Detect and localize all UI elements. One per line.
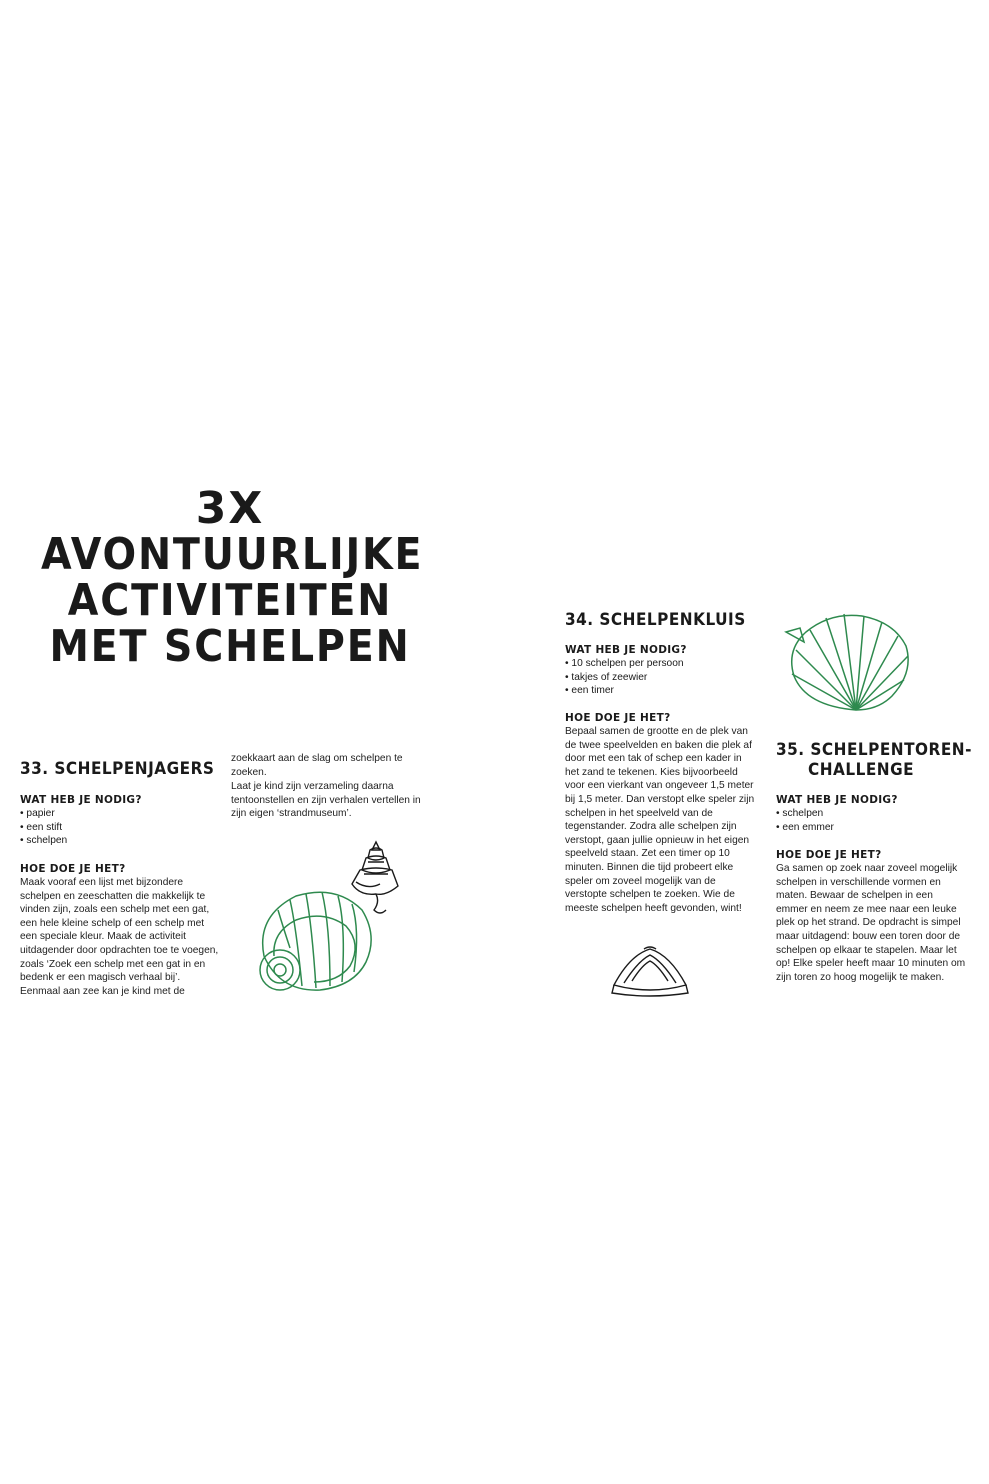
section-33-needs-label: WAT HEB JE NODIG?: [20, 794, 142, 806]
section-33-title: 33. SCHELPENJAGERS: [20, 759, 215, 779]
section-35-body: Ga samen op zoek naar zoveel mogelijk schelpen in verschillende vormen en maten. Bewaar de schelpen in een emmer en neem ze mee naar een leuke plek op het strand. De opdracht is simpel maar uitdagend: bouw een toren door de schelpen op elkaar te stapelen. Maar let op! Elke speler heeft maar 10 minuten om zijn toren zo hoog mogelijk te maken.: [776, 863, 966, 983]
section-35-needs-label: WAT HEB JE NODIG?: [776, 794, 898, 806]
section-33-how-label: HOE DOE JE HET?: [20, 863, 126, 875]
list-item: • een emmer: [776, 821, 966, 835]
hero-line-4: MET SCHELPEN: [49, 621, 411, 672]
hero-title: [20, 483, 440, 672]
section-34-needs-list: [565, 657, 765, 698]
list-item: • een timer: [565, 684, 765, 698]
section-35-needs-list: [776, 807, 966, 834]
list-item: • takjes of zeewier: [565, 671, 765, 685]
clam-shell-icon: [610, 945, 690, 997]
section-33-body-1: Maak vooraf een lijst met bijzondere schelpen en zeeschatten die makkelijk te vinden zijn, zoals een schelp met een gat, een hele kleine schelp of een schelp met een speciale kleur. Maak de activiteit uitdagender door opdrachten toe te voegen, zoals ‘Zoek een schelp met een gat in en bedenk er een magisch verhaal bij’. Eenmaal aan zee kan je kind met de: [20, 877, 219, 997]
section-34-how-label: HOE DOE JE HET?: [565, 712, 671, 724]
section-33-body-3: Laat je kind zijn verzameling daarna tentoonstellen en zijn verhalen vertellen in zijn eigen ‘strandmuseum’.: [231, 781, 421, 820]
list-item: • schelpen: [776, 807, 966, 821]
section-34-body: Bepaal samen de grootte en de plek van de twee speelvelden en baken die plek af door met een tak of schep een kader in het zand te tekenen. Kies bijvoorbeeld voor een vierkant van ongeveer 1,5 meter bij 1,5 meter. Dan verstopt elke speler zijn schelpen in het speelveld van de tegenstander. Zodra alle schelpen zijn verstopt, gaan jullie opnieuw in het eigen speelveld staan. Zet een timer op 10 minuten. Binnen die tijd probeert elke speler om zoveel mogelijk van de verstopte schelpen te zoeken. Wie de meeste schelpen heeft gevonden, wint!: [565, 726, 755, 914]
section-35-how-label: HOE DOE JE HET?: [776, 849, 882, 861]
hero-line-1: 3X: [195, 483, 265, 534]
snail-shell-icon: [250, 886, 378, 994]
list-item: • schelpen: [20, 834, 220, 848]
list-item: • een stift: [20, 821, 220, 835]
section-35-title-line-1: 35. SCHELPENTOREN-: [776, 740, 972, 760]
section-34-title: 34. SCHELPENKLUIS: [565, 610, 746, 630]
scallop-shell-icon: [786, 610, 912, 714]
section-34-needs-label: WAT HEB JE NODIG?: [565, 644, 687, 656]
list-item: • papier: [20, 807, 220, 821]
section-35-title-line-2: CHALLENGE: [808, 760, 915, 780]
section-33-body-2: zoekkaart aan de slag om schelpen te zoeken.: [231, 753, 403, 778]
section-33-needs-list: [20, 807, 220, 848]
hero-line-3: ACTIVITEITEN: [67, 575, 393, 626]
hero-line-2: AVONTUURLIJKE: [41, 529, 424, 580]
list-item: • 10 schelpen per persoon: [565, 657, 765, 671]
